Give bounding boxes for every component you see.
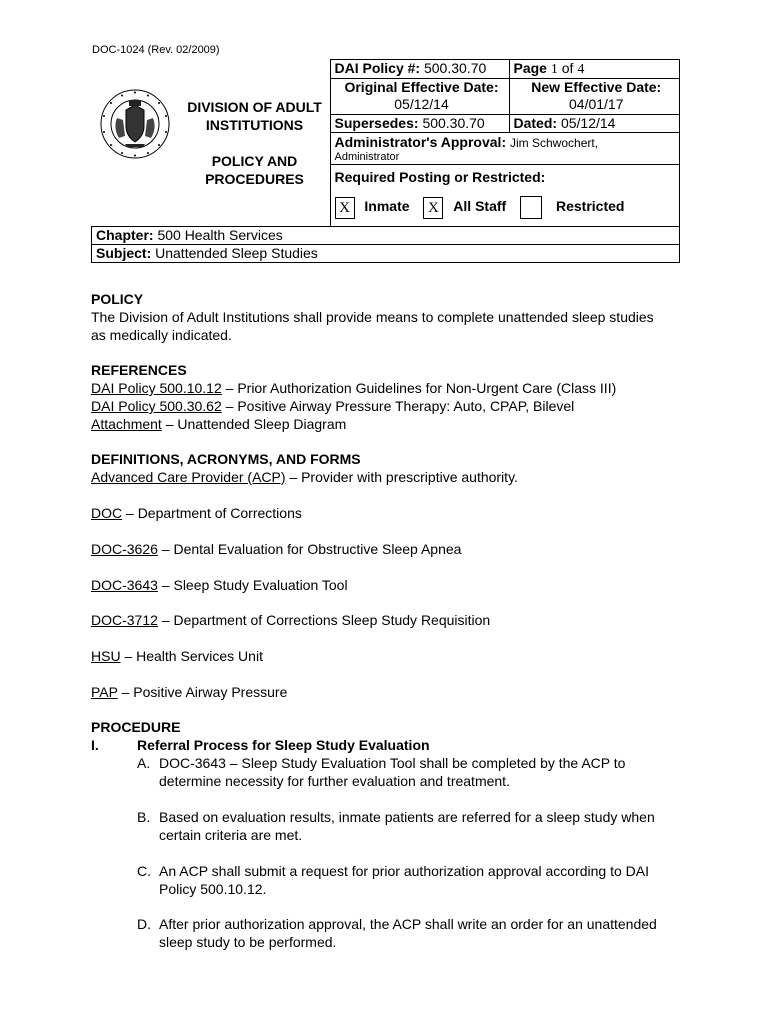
admin-title: Administrator (334, 151, 400, 163)
reference-link[interactable]: DAI Policy 500.30.62 (91, 398, 222, 414)
subject-value: Unattended Sleep Studies (155, 245, 318, 261)
admin-name: Jim Schwochert, (510, 136, 599, 150)
attachment-link[interactable]: Attachment (91, 416, 162, 432)
header-left-cell (92, 60, 331, 227)
restricted-checkbox[interactable] (520, 196, 542, 219)
new-effective-date: 04/01/17 (569, 96, 624, 112)
wisconsin-seal-icon (99, 88, 171, 160)
admin-approval-cell (330, 133, 680, 165)
original-effective-cell (330, 79, 509, 115)
section-title: Referral Process for Sleep Study Evaluation (137, 737, 430, 753)
policy-line-2: PROCEDURES (205, 170, 304, 187)
original-effective-date: 05/12/14 (394, 96, 449, 112)
item-text: Based on evaluation results, inmate patients are referred for a sleep study when certain criteria are met. (159, 809, 655, 843)
definition-item: DOC – Department of Corrections (91, 505, 302, 521)
item-text: After prior authorization approval, the ACP shall write an order for an unattended sleep study to be performed. (159, 916, 657, 950)
dated-label: Dated: (513, 115, 558, 131)
new-effective-cell (509, 79, 680, 115)
definition-term: HSU (91, 648, 121, 664)
item-letter: A. (137, 755, 151, 771)
definitions-heading: DEFINITIONS, ACRONYMS, AND FORMS (91, 451, 361, 467)
policy-heading: POLICY (91, 291, 144, 307)
definitions-section (91, 450, 691, 486)
reference-item: DAI Policy 500.10.12 – Prior Authorization Guidelines for Non-Urgent Care (Class III) (91, 380, 617, 396)
chapter-cell (92, 227, 680, 245)
procedure-heading: PROCEDURE (91, 719, 181, 735)
dated-value: 05/12/14 (560, 115, 616, 131)
procedure-item (137, 862, 677, 898)
definition-item: DOC-3626 – Dental Evaluation for Obstructive Sleep Apnea (91, 541, 462, 557)
supersedes-label: Supersedes: (334, 115, 419, 131)
inmate-checkbox[interactable]: X (335, 197, 355, 219)
policy-text: The Division of Adult Institutions shall provide means to complete unattended sleep studies as medically indicated. (91, 309, 654, 343)
procedure-section-title (91, 736, 691, 754)
item-text: DOC-3643 – Sleep Study Evaluation Tool shall be completed by the ACP to determine necessity for further evaluation and treatment. (159, 755, 626, 789)
page-cell (509, 60, 680, 79)
definition-item: DOC-3712 – Department of Corrections Sleep Study Requisition (91, 612, 491, 628)
references-section (91, 361, 691, 433)
policy-line-1: POLICY AND (211, 152, 298, 169)
division-line-1: DIVISION OF ADULT (187, 98, 322, 115)
division-line-2: INSTITUTIONS (205, 116, 304, 133)
procedure-item (137, 754, 677, 790)
procedure-item (137, 915, 677, 951)
reference-item: DAI Policy 500.30.62 – Positive Airway Pressure Therapy: Auto, CPAP, Bilevel (91, 398, 575, 414)
reference-item: Attachment – Unattended Sleep Diagram (91, 416, 347, 432)
definition-item: PAP – Positive Airway Pressure (91, 684, 288, 700)
posting-label: Required Posting or Restricted: (334, 169, 546, 185)
original-effective-label: Original Effective Date: (344, 79, 499, 95)
restricted-label: Restricted (555, 198, 625, 215)
definition-item: Advanced Care Provider (ACP) – Provider with prescriptive authority. (91, 469, 518, 485)
policy-section (91, 290, 691, 344)
policy-number-label: DAI Policy #: (334, 60, 421, 76)
definition-term: DOC-3712 (91, 612, 158, 628)
procedure-section (91, 718, 691, 754)
form-number: DOC-1024 (Rev. 02/2009) (92, 44, 220, 56)
supersedes-cell (330, 115, 509, 133)
definition-term: DOC-3643 (91, 577, 158, 593)
page-number: 1 (550, 62, 558, 77)
new-effective-label: New Effective Date: (531, 79, 662, 95)
reference-link[interactable]: DAI Policy 500.10.12 (91, 380, 222, 396)
section-number: I. (91, 737, 99, 753)
definition-term: Advanced Care Provider (ACP) (91, 469, 286, 485)
policy-number: 500.30.70 (423, 60, 487, 76)
subject-cell (92, 245, 680, 263)
definition-term: PAP (91, 684, 118, 700)
item-letter: B. (137, 809, 151, 825)
item-letter: C. (137, 863, 151, 879)
dated-cell (509, 115, 680, 133)
definition-term: DOC (91, 505, 123, 521)
definition-item: DOC-3643 – Sleep Study Evaluation Tool (91, 577, 348, 593)
policy-header-table (91, 59, 680, 263)
page-label: Page (513, 60, 547, 76)
definition-term: DOC-3626 (91, 541, 158, 557)
supersedes-value: 500.30.70 (422, 115, 485, 131)
references-heading: REFERENCES (91, 362, 187, 378)
subject-label: Subject: (96, 245, 152, 261)
page-of: of (561, 60, 574, 76)
chapter-label: Chapter: (96, 227, 154, 243)
admin-approval-label: Administrator's Approval: (334, 134, 507, 150)
policy-number-cell (330, 60, 509, 79)
page-total: 4 (577, 62, 585, 77)
all-staff-checkbox[interactable]: X (423, 197, 443, 219)
definition-item: HSU – Health Services Unit (91, 648, 263, 664)
posting-cell (330, 165, 680, 227)
item-letter: D. (137, 916, 151, 932)
item-text: An ACP shall submit a request for prior authorization approval according to DAI Policy 500.10.12. (159, 863, 649, 897)
procedure-item (137, 808, 677, 844)
all-staff-label: All Staff (453, 198, 507, 215)
chapter-value: 500 Health Services (157, 227, 283, 243)
inmate-label: Inmate (364, 198, 410, 215)
